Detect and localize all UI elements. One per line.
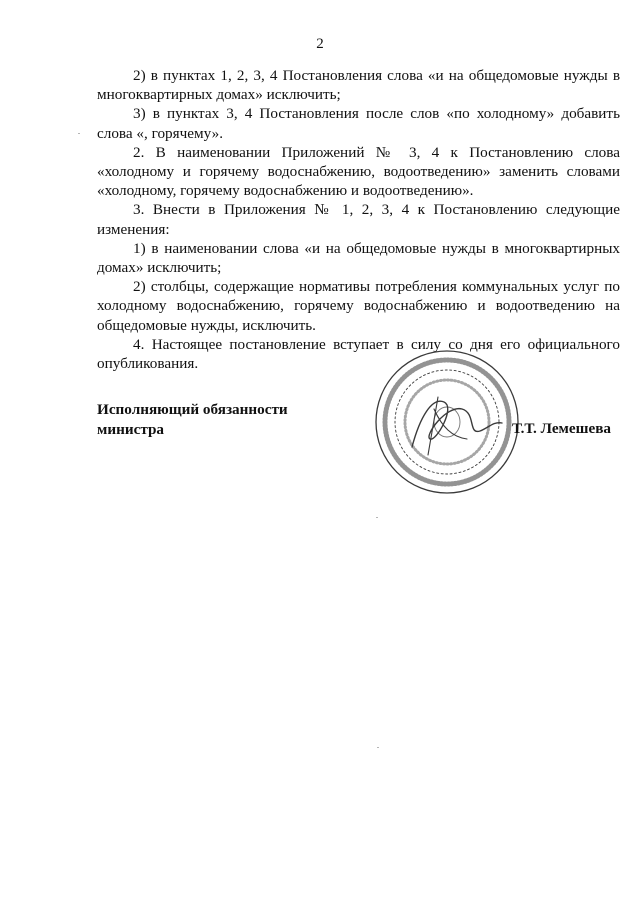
signatory-position-line1: Исполняющий обязанности xyxy=(97,401,288,418)
scan-speck xyxy=(376,517,378,518)
scan-speck xyxy=(78,133,80,134)
seal-inner-ring xyxy=(395,370,499,474)
paragraph-point-4: 4. Настоящее постановление вступает в силу со дня его официального опубликования. xyxy=(97,335,620,373)
signatory-name: Т.Т. Лемешева xyxy=(512,420,612,437)
seal-outer-ring xyxy=(376,351,518,493)
official-seal-stamp xyxy=(372,347,522,497)
paragraph-subitem-2: 2) столбцы, содержащие нормативы потребления коммунальных услуг по холодному водоснабжению, горячему водоснабжению и водоотведению на общедомовые нужды, исключить. xyxy=(97,278,620,334)
scan-speck xyxy=(377,747,379,748)
signatory-position xyxy=(97,400,288,439)
page-number: 2 xyxy=(316,36,324,52)
seal-band-inner xyxy=(405,380,489,464)
paragraph-item-3: 3) в пунктах 3, 4 Постановления после слов «по холодному» добавить слова «, горячему». xyxy=(97,105,620,142)
document-body xyxy=(97,66,620,373)
paragraph-subitem-1: 1) в наименовании слова «и на общедомовые нужды в многоквартирных домах» исключить; xyxy=(97,239,620,277)
paragraph-point-2: 2. В наименовании Приложений № 3, 4 к Постановлению слова «холодному и горячему водоснабжению, водоотведению» заменить словами «холодному, горячему водоснабжению и водоотведению». xyxy=(97,143,620,200)
paragraph-item-2: 2) в пунктах 1, 2, 3, 4 Постановления слова «и на общедомовые нужды в многоквартирных домах» исключить; xyxy=(97,67,620,104)
signatory-position-line2: министра xyxy=(97,420,165,438)
paragraph-point-3: 3. Внести в Приложения № 1, 2, 3, 4 к Постановлению следующие изменения: xyxy=(97,201,620,238)
